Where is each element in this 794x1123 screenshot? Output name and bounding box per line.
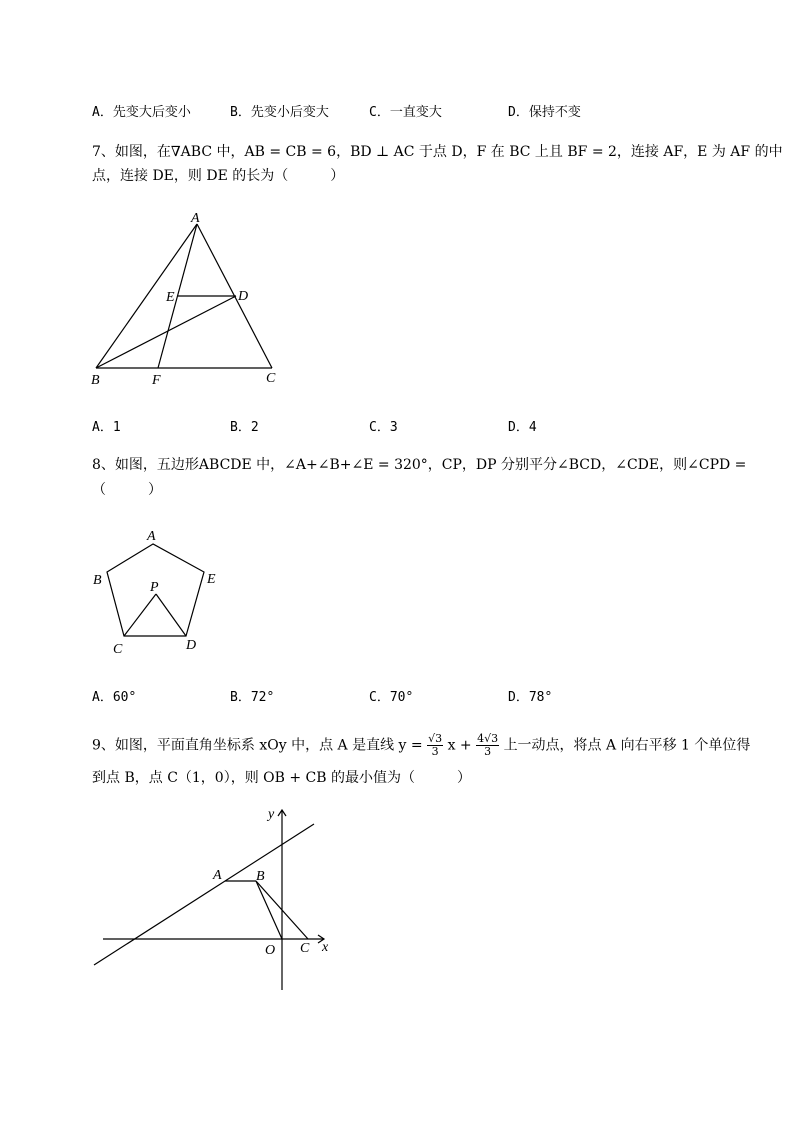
q8-text-line2: （ ） — [92, 482, 162, 498]
q8-option-c[interactable]: C．70° — [369, 690, 414, 705]
q8-label-d: D — [186, 638, 197, 653]
q9-coordinate-figure — [88, 800, 348, 1000]
q9-frac2-numerator: 4√3 — [477, 732, 499, 745]
q6-option-c[interactable]: C．一直变大 — [369, 105, 442, 120]
q7-option-b[interactable]: B．2 — [230, 420, 259, 435]
q9-text-line1 — [92, 733, 750, 758]
q8-option-a[interactable]: A．60° — [92, 690, 137, 705]
q9-label-y: y — [268, 807, 275, 822]
q9-frac1-denominator: 3 — [431, 745, 439, 758]
q7-label-f: F — [152, 373, 161, 388]
q8-label-a: A — [147, 529, 156, 544]
q8-text-line1: 8、如图，五边形ABCDE 中，∠A+∠B+∠E = 320°，CP，DP 分别平分∠BCD，∠CDE，则∠CPD = — [92, 457, 747, 473]
q7-label-c: C — [266, 371, 276, 386]
q9-suffix: 上一动点，将点 A 向右平移 1 个单位得 — [503, 737, 751, 754]
q9-frac1-numerator: √3 — [428, 732, 443, 745]
q7-text-line2: 点，连接 DE，则 DE 的长为（ ） — [92, 168, 345, 184]
q7-option-d[interactable]: D．4 — [508, 420, 537, 435]
q8-label-b: B — [93, 573, 102, 588]
q7-option-c[interactable]: C．3 — [369, 420, 398, 435]
q9-frac2-denominator: 3 — [484, 745, 492, 758]
q9-text-line2: 到点 B，点 C（1，0），则 OB + CB 的最小值为（ ） — [92, 770, 472, 786]
q8-option-b[interactable]: B．72° — [230, 690, 275, 705]
q7-option-a[interactable]: A．1 — [92, 420, 121, 435]
q9-label-a: A — [213, 868, 222, 883]
q9-fraction-4sqrt3-over-3 — [476, 733, 499, 758]
q9-label-c: C — [300, 941, 310, 956]
q8-label-c: C — [113, 642, 123, 657]
q6-option-b[interactable]: B．先变小后变大 — [230, 105, 329, 120]
q7-label-e: E — [166, 290, 175, 305]
q7-text-line1: 7、如图，在∇ABC 中，AB = CB = 6，BD ⊥ AC 于点 D，F 在 BC 上且 BF = 2，连接 AF，E 为 AF 的中 — [92, 144, 783, 160]
q9-prefix: 9、如图，平面直角坐标系 xOy 中，点 A 是直线 y = — [92, 737, 423, 754]
q9-mid: x + — [447, 737, 472, 754]
q7-label-b: B — [91, 373, 100, 388]
q8-label-p: P — [150, 580, 159, 595]
q7-label-a: A — [191, 211, 200, 226]
q8-label-e: E — [207, 572, 216, 587]
q7-triangle-figure — [86, 206, 306, 396]
q6-option-a[interactable]: A．先变大后变小 — [92, 105, 191, 120]
q8-pentagon-figure — [86, 522, 236, 662]
q9-fraction-sqrt3-over-3 — [427, 733, 443, 758]
q7-label-d: D — [238, 289, 249, 304]
q9-label-b: B — [256, 869, 265, 884]
q9-label-o: O — [265, 943, 276, 958]
q6-option-d[interactable]: D．保持不变 — [508, 105, 581, 120]
q8-option-d[interactable]: D．78° — [508, 690, 553, 705]
q9-label-x: x — [322, 940, 329, 955]
